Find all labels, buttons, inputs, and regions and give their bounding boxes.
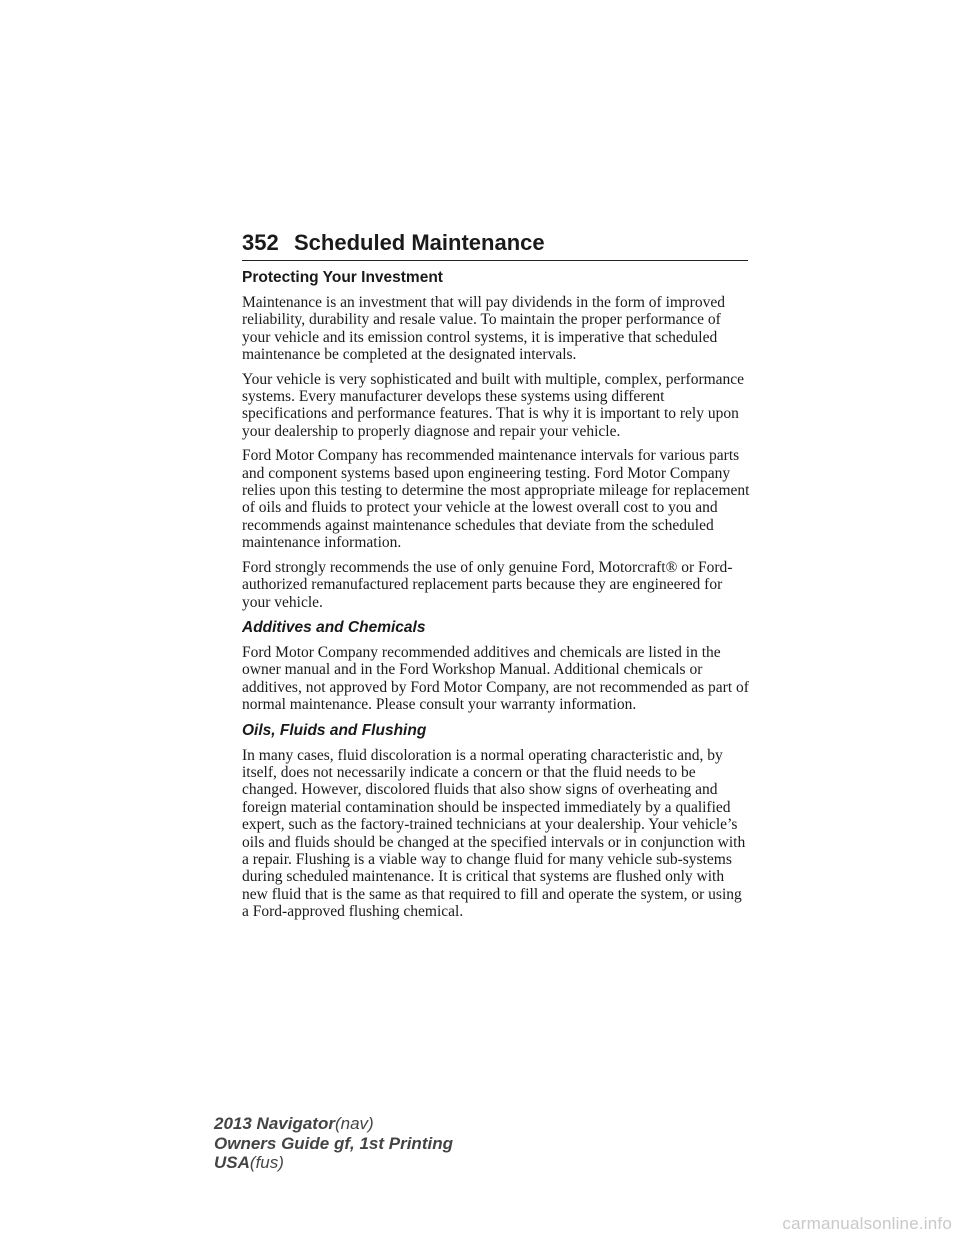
paragraph: Ford strongly recommends the use of only genuine Ford, Motorcraft® or Ford-authorized remanufactured replacement parts because they are engineered for your vehicle. <box>242 558 733 611</box>
paragraph: Your vehicle is very sophisticated and built with multiple, complex, performance systems. Every manufacturer develops these systems using different specifications and performance features. That is why it is important to rely upon your dealership to properly diagnose and repair your vehicle. <box>242 370 745 440</box>
print-footer <box>214 1114 453 1173</box>
page-title: Scheduled Maintenance <box>294 230 545 255</box>
section-additives-chemicals <box>242 618 752 714</box>
document-body <box>242 268 752 928</box>
page-number: 352 <box>242 230 279 255</box>
paragraph: In many cases, fluid discoloration is a normal operating characteristic and, by itself, does not necessarily indicate a concern or that the fluid needs to be changed. However, discolored fluids that also show signs of overheating and foreign material contamination should be inspected immediately by a qualified expert, such as the factory-trained technicians at your dealership. Your vehicle’s oils and fluids should be changed at the specified intervals or in conjunction with a repair. Flushing is a viable way to change fluid for many vehicle sub-systems during scheduled maintenance. It is critical that systems are flushed only with new fluid that is the same as that required to fill and operate the system, or using a Ford-approved flushing chemical. <box>242 746 746 921</box>
section-heading: Oils, Fluids and Flushing <box>242 721 427 739</box>
footer-line-model <box>214 1114 453 1134</box>
section-heading: Protecting Your Investment <box>242 269 443 286</box>
watermark: carmanualsonline.info <box>782 1214 952 1233</box>
footer-line-region <box>214 1153 453 1173</box>
footer-model-code: (nav) <box>334 1114 374 1133</box>
paragraph: Ford Motor Company has recommended maintenance intervals for various parts and component systems based upon engineering testing. Ford Motor Company relies upon this testing to determine the most appropriate mileage for replacement of oils and fluids to protect your vehicle at the lowest overall cost to you and recommends against maintenance schedules that deviate from the scheduled maintenance information. <box>242 447 750 552</box>
footer-region: USA <box>214 1153 250 1172</box>
page-header <box>242 228 748 261</box>
section-protecting-investment <box>242 268 752 611</box>
footer-model: 2013 Navigator <box>214 1114 335 1133</box>
section-heading: Additives and Chemicals <box>242 618 426 636</box>
section-oils-fluids-flushing <box>242 721 752 921</box>
paragraph: Ford Motor Company recommended additives and chemicals are listed in the owner manual and in the Ford Workshop Manual. Additional chemicals or additives, not approved by Ford Motor Company, are not recommended as part of normal maintenance. Please consult your warranty information. <box>242 643 749 714</box>
footer-guide: Owners Guide gf, 1st Printing <box>214 1133 453 1153</box>
footer-line-guide <box>214 1134 453 1154</box>
footer-region-code: (fus) <box>249 1153 284 1172</box>
paragraph: Maintenance is an investment that will pay dividends in the form of improved reliability, durability and resale value. To maintain the proper performance of your vehicle and its emission control systems, it is imperative that scheduled maintenance be completed at the designated intervals. <box>242 294 725 364</box>
